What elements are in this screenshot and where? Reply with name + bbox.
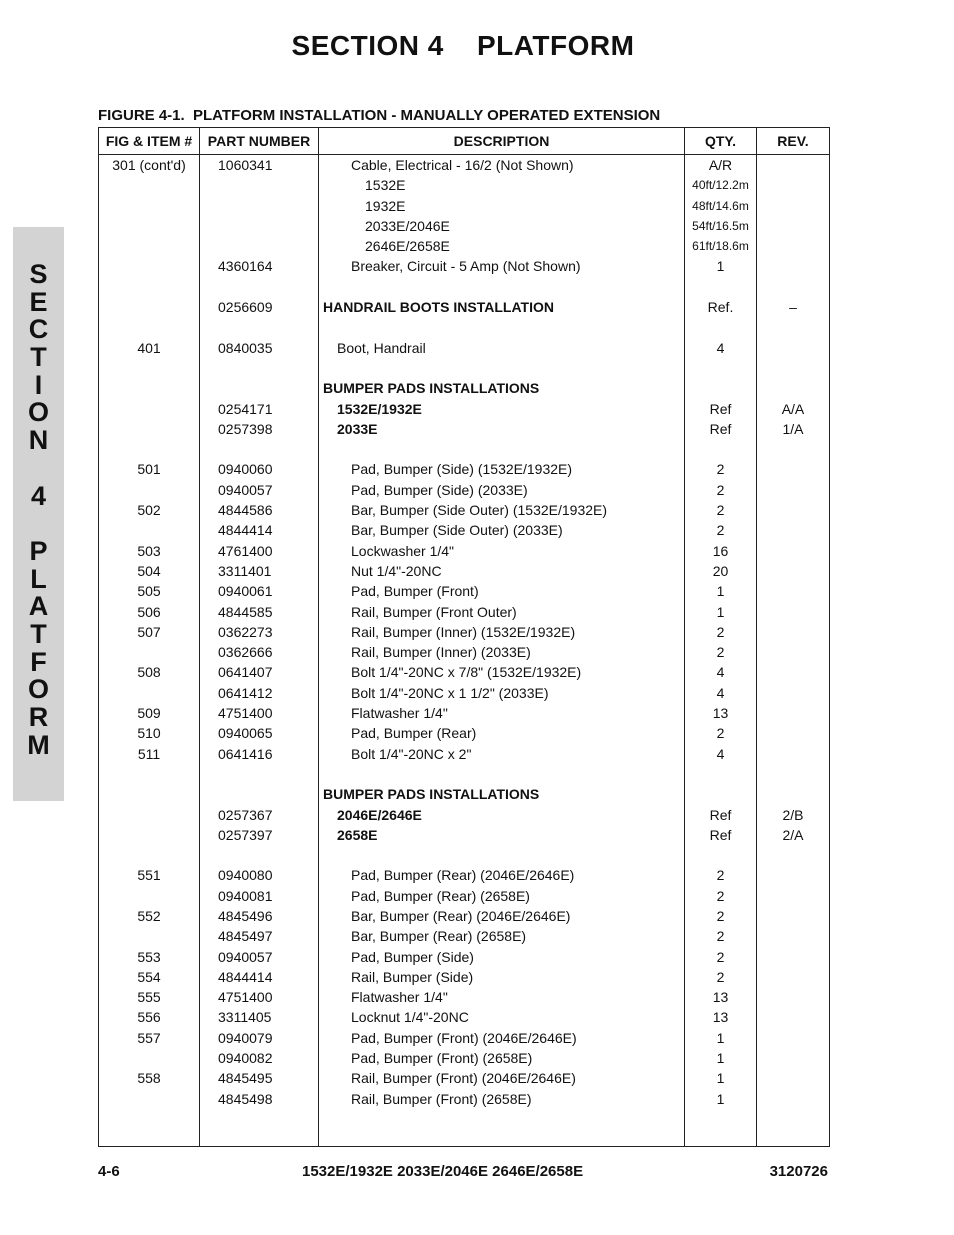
qty-cell: 2 [716, 968, 725, 985]
header-rev: REV. [777, 133, 809, 149]
qty-cell: 2 [716, 867, 725, 884]
description-cell: Nut 1/4"-20NC [351, 562, 442, 579]
qty-cell: Ref [709, 826, 732, 843]
description-cell: Pad, Bumper (Front) [351, 583, 479, 600]
description-cell: 2033E/2046E [365, 217, 450, 234]
rev-cell: – [789, 299, 797, 316]
qty-cell: 20 [712, 562, 729, 579]
table-row [99, 480, 829, 500]
figure-title: FIGURE 4-1. PLATFORM INSTALLATION - MANUALLY OPERATED EXTENSION [98, 107, 661, 124]
part-number-cell: 4845496 [218, 907, 273, 924]
part-number-cell: 4844586 [218, 502, 273, 519]
part-number-cell: 0257367 [218, 806, 273, 823]
side-tab-letter: E [29, 286, 48, 317]
description-cell: Pad, Bumper (Rear) [351, 725, 477, 742]
table-row [99, 926, 829, 946]
description-cell: BUMPER PADS INSTALLATIONS [323, 786, 540, 803]
fig-item-cell: 551 [137, 867, 161, 884]
table-row [99, 825, 829, 845]
qty-cell: A/R [708, 157, 733, 173]
qty-cell: 2 [716, 461, 725, 478]
table-row [99, 297, 829, 317]
side-tab-letter: C [28, 314, 49, 345]
rev-cell: 2/A [782, 826, 804, 843]
description-cell: 2046E/2646E [337, 806, 422, 823]
side-tab-letter: M [27, 729, 50, 760]
table-row [99, 602, 829, 622]
footer-models: 1532E/1932E 2033E/2046E 2646E/2658E [302, 1163, 584, 1180]
header-description: DESCRIPTION [453, 133, 550, 149]
table-row [99, 683, 829, 703]
table-row [99, 256, 829, 276]
table-header [99, 128, 829, 155]
table-row [99, 662, 829, 682]
fig-item-cell: 553 [137, 948, 161, 965]
table-row [99, 906, 829, 926]
side-tab-letter: O [27, 674, 49, 705]
description-cell: Locknut 1/4"-20NC [351, 1009, 469, 1026]
part-number-cell: 0641412 [218, 684, 273, 701]
qty-cell: 2 [716, 928, 725, 945]
part-number-cell: 0257398 [218, 420, 273, 437]
section-title: SECTION 4 PLATFORM [291, 30, 635, 61]
part-number-cell: 4360164 [218, 258, 273, 275]
part-number-cell: 0940079 [218, 1029, 273, 1046]
table-row [99, 703, 829, 723]
fig-item-cell: 511 [137, 745, 161, 762]
fig-item-cell: 502 [137, 502, 161, 519]
table-row [99, 1068, 829, 1088]
qty-cell: 2 [716, 522, 725, 539]
table-row [99, 622, 829, 642]
table-row [99, 784, 829, 804]
description-cell: 1532E [365, 177, 406, 194]
description-cell: Pad, Bumper (Side) (2033E) [351, 481, 528, 498]
side-tab-letter [13, 455, 64, 483]
description-cell: Pad, Bumper (Side) [351, 948, 474, 965]
side-tab [13, 227, 64, 801]
description-cell: Breaker, Circuit - 5 Amp (Not Shown) [351, 258, 581, 275]
description-cell: 2658E [337, 826, 378, 843]
part-number-cell: 0940080 [218, 867, 273, 884]
description-cell: Bar, Bumper (Rear) (2046E/2646E) [351, 907, 571, 924]
part-number-cell: 0362273 [218, 623, 273, 640]
qty-cell: 1 [716, 603, 725, 620]
qty-cell: Ref [709, 806, 732, 823]
qty-cell: 2 [716, 502, 725, 519]
description-cell: 2033E [337, 420, 378, 437]
fig-item-cell: 508 [137, 664, 161, 681]
qty-cell: 2 [716, 725, 725, 742]
qty-cell: 4 [716, 745, 725, 762]
qty-cell: 2 [716, 887, 725, 904]
rev-cell: A/A [781, 400, 805, 417]
table-row [99, 947, 829, 967]
qty-cell: 4 [716, 664, 725, 681]
description-cell: Rail, Bumper (Inner) (1532E/1932E) [351, 623, 576, 640]
description-cell: Rail, Bumper (Front) (2046E/2646E) [351, 1070, 576, 1087]
table-row [99, 196, 829, 216]
fig-item-cell: 503 [137, 542, 161, 559]
table-row [99, 764, 829, 784]
part-number-cell: 4845497 [218, 928, 273, 945]
part-number-cell: 0256609 [218, 299, 273, 316]
table-row [99, 419, 829, 439]
table-row [99, 338, 829, 358]
table-row [99, 1089, 829, 1109]
qty-cell: 1 [716, 1090, 725, 1107]
qty-cell: 2 [716, 948, 725, 965]
part-number-cell: 0362666 [218, 644, 273, 661]
part-number-cell: 0940081 [218, 887, 273, 904]
part-number-cell: 0940060 [218, 461, 273, 478]
fig-item-cell: 555 [137, 989, 161, 1006]
table-row [99, 500, 829, 520]
table-row [99, 1048, 829, 1068]
description-cell: Bolt 1/4"-20NC x 7/8" (1532E/1932E) [351, 664, 582, 681]
qty-cell: 13 [712, 989, 729, 1006]
fig-item-cell: 506 [137, 603, 161, 620]
rev-cell: 1/A [782, 420, 804, 437]
table-row [99, 358, 829, 378]
part-number-cell: 0257397 [218, 826, 273, 843]
side-tab-letter: A [28, 591, 49, 622]
table-row [99, 561, 829, 581]
table-row [99, 236, 829, 256]
qty-cell: 1 [716, 1029, 725, 1046]
part-number-cell: 3311405 [218, 1009, 272, 1026]
description-cell: 1932E [365, 197, 406, 214]
table-row [99, 175, 829, 195]
table-row [99, 581, 829, 601]
qty-cell: Ref. [707, 299, 734, 316]
description-cell: Rail, Bumper (Front Outer) [351, 603, 517, 620]
description-cell: Bar, Bumper (Rear) (2658E) [351, 928, 527, 945]
part-number-cell: 4751400 [218, 705, 273, 722]
part-number-cell: 0940061 [218, 583, 273, 600]
table-row [99, 642, 829, 662]
fig-item-cell: 507 [137, 623, 161, 640]
description-cell: HANDRAIL BOOTS INSTALLATION [323, 299, 554, 316]
qty-cell: 2 [716, 907, 725, 924]
part-number-cell: 0940065 [218, 725, 273, 742]
description-cell: 1532E/1932E [337, 400, 422, 417]
qty-cell: 1 [716, 583, 725, 600]
part-number-cell: 3311401 [218, 562, 272, 579]
table-row [99, 378, 829, 398]
table-row [99, 805, 829, 825]
description-cell: Cable, Electrical - 16/2 (Not Shown) [351, 157, 574, 173]
qty-cell: 2 [716, 623, 725, 640]
part-number-cell: 0840035 [218, 339, 273, 356]
table-row [99, 520, 829, 540]
part-number-cell: 4844414 [218, 968, 273, 985]
table-row [99, 987, 829, 1007]
description-cell: Rail, Bumper (Inner) (2033E) [351, 644, 531, 661]
parts-table [98, 127, 830, 1147]
fig-item-cell: 554 [137, 968, 161, 985]
fig-item-cell: 505 [137, 583, 161, 600]
table-row [99, 541, 829, 561]
qty-cell: 40ft/12.2m [692, 178, 749, 193]
part-number-cell: 0641416 [218, 745, 273, 762]
side-tab-letter [13, 510, 64, 538]
side-tab-letter: T [30, 618, 47, 649]
footer-page-number: 4-6 [98, 1163, 120, 1180]
table-row [99, 723, 829, 743]
part-number-cell: 0940057 [218, 948, 273, 965]
fig-item-cell: 401 [137, 339, 161, 356]
part-number-cell: 1060341 [218, 157, 273, 173]
qty-cell: 1 [716, 1070, 725, 1087]
side-tab-letter: S [29, 259, 48, 289]
description-cell: Flatwasher 1/4" [351, 989, 448, 1006]
qty-cell: Ref [709, 400, 732, 417]
side-tab-letters [13, 261, 64, 759]
description-cell: Bolt 1/4"-20NC x 1 1/2" (2033E) [351, 684, 549, 701]
side-tab-letter: P [29, 535, 48, 566]
footer-doc-number: 3120726 [769, 1163, 828, 1180]
qty-cell: 2 [716, 481, 725, 498]
table-row [99, 744, 829, 764]
description-cell: Pad, Bumper (Rear) (2046E/2646E) [351, 867, 575, 884]
table-row [99, 155, 829, 175]
description-cell: Bar, Bumper (Side Outer) (1532E/1932E) [351, 502, 608, 519]
table-row [99, 865, 829, 885]
table-row [99, 886, 829, 906]
side-tab-letter: I [34, 369, 43, 400]
part-number-cell: 4845495 [218, 1070, 273, 1087]
description-cell: Pad, Bumper (Rear) (2658E) [351, 887, 530, 904]
rev-cell: 2/B [782, 806, 804, 823]
description-cell: Pad, Bumper (Front) (2658E) [351, 1050, 533, 1067]
fig-item-cell: 558 [137, 1070, 161, 1087]
part-number-cell: 4761400 [218, 542, 273, 559]
fig-item-cell: 556 [137, 1009, 161, 1026]
fig-item-cell: 510 [137, 725, 161, 742]
table-body [99, 155, 829, 1109]
part-number-cell: 4844585 [218, 603, 273, 620]
qty-cell: 4 [716, 339, 725, 356]
table-row [99, 399, 829, 419]
side-tab-letter: 4 [30, 480, 47, 511]
table-row [99, 277, 829, 297]
qty-cell: 13 [712, 1009, 729, 1026]
part-number-cell: 0641407 [218, 664, 273, 681]
description-cell: BUMPER PADS INSTALLATIONS [323, 380, 540, 397]
description-cell: Pad, Bumper (Side) (1532E/1932E) [351, 461, 573, 478]
part-number-cell: 0940082 [218, 1050, 273, 1067]
part-number-cell: 0940057 [218, 481, 273, 498]
table-row [99, 967, 829, 987]
description-cell: Boot, Handrail [337, 339, 426, 356]
part-number-cell: 4845498 [218, 1090, 273, 1107]
header-fig-item: FIG & ITEM # [105, 133, 193, 149]
table-row [99, 1007, 829, 1027]
description-cell: Bolt 1/4"-20NC x 2" [351, 745, 472, 762]
qty-cell: 13 [712, 705, 729, 722]
qty-cell: 2 [716, 644, 725, 661]
part-number-cell: 0254171 [218, 400, 273, 417]
side-tab-letter: F [30, 646, 47, 677]
part-number-cell: 4751400 [218, 989, 273, 1006]
page-footer [98, 1163, 828, 1183]
side-tab-letter: R [28, 702, 49, 732]
side-tab-letter: L [30, 563, 47, 594]
description-cell: 2646E/2658E [365, 238, 450, 255]
fig-item-cell: 509 [137, 705, 161, 722]
table-row [99, 459, 829, 479]
fig-item-cell: 301 (cont'd) [112, 157, 186, 173]
table-row [99, 845, 829, 865]
table-row [99, 317, 829, 337]
fig-item-cell: 552 [137, 907, 161, 924]
qty-cell: Ref [709, 420, 732, 437]
side-tab-letter: T [30, 342, 47, 373]
qty-cell: 16 [712, 542, 729, 559]
side-tab-letter: O [27, 397, 49, 428]
description-cell: Rail, Bumper (Side) [351, 968, 474, 985]
description-cell: Bar, Bumper (Side Outer) (2033E) [351, 522, 563, 539]
fig-item-cell: 501 [137, 461, 161, 478]
description-cell: Lockwasher 1/4" [351, 542, 455, 559]
part-number-cell: 4844414 [218, 522, 273, 539]
header-part-number: PART NUMBER [207, 133, 311, 149]
header-qty: QTY. [704, 133, 737, 149]
side-tab-letter: N [28, 425, 49, 456]
description-cell: Flatwasher 1/4" [351, 705, 448, 722]
table-row [99, 1028, 829, 1048]
qty-cell: 1 [716, 1050, 725, 1067]
qty-cell: 48ft/14.6m [692, 198, 749, 213]
qty-cell: 54ft/16.5m [692, 218, 749, 233]
description-cell: Pad, Bumper (Front) (2046E/2646E) [351, 1029, 577, 1046]
qty-cell: 4 [716, 684, 725, 701]
fig-item-cell: 557 [137, 1029, 161, 1046]
qty-cell: 1 [716, 258, 725, 275]
qty-cell: 61ft/18.6m [692, 239, 749, 254]
description-cell: Rail, Bumper (Front) (2658E) [351, 1090, 532, 1107]
table-row [99, 439, 829, 459]
fig-item-cell: 504 [137, 562, 161, 579]
table-row [99, 216, 829, 236]
